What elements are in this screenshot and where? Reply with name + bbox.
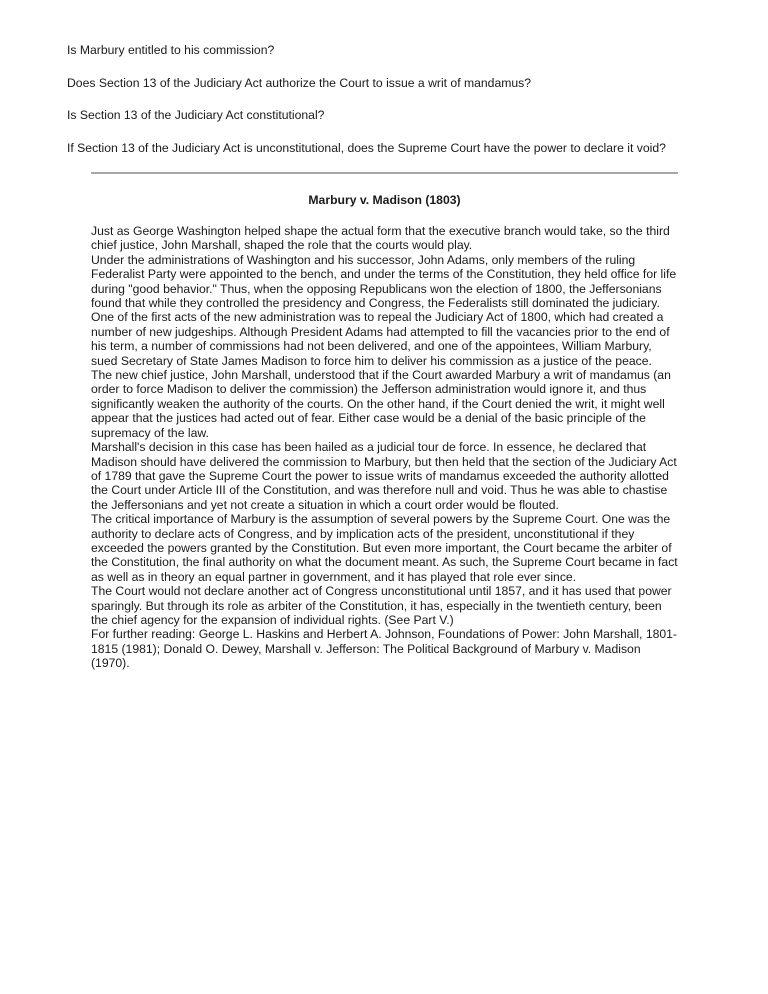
article-body xyxy=(91,224,681,671)
article-paragraph: Just as George Washington helped shape the actual form that the executive branch would take, so the third chief justice, John Marshall, shaped the role that the courts would play. xyxy=(91,224,670,253)
article-paragraph: For further reading: George L. Haskins and Herbert A. Johnson, Foundations of Power: John Marshall, 1801-1815 (1981); Donald O. Dewey, Marshall v. Jefferson: The Political Background of Marbury v. Madison (1970). xyxy=(91,627,677,671)
question-item: Is Marbury entitled to his commission? xyxy=(67,43,275,57)
article-paragraph: The new chief justice, John Marshall, understood that if the Court awarded Marbury a writ of mandamus (an order to force Madison to deliver the commission) the Jefferson administration would ignore it, and thus significantly weaken the authority of the courts. On the other hand, if the Court denied the writ, it might well appear that the justices had acted out of fear. Either case would be a denial of the basic principle of the supremacy of the law. xyxy=(91,368,671,440)
question-item: Is Section 13 of the Judiciary Act constitutional? xyxy=(67,108,325,122)
question-item: If Section 13 of the Judiciary Act is unconstitutional, does the Supreme Court have the power to declare it void? xyxy=(67,140,666,155)
article-paragraph: The Court would not declare another act of Congress unconstitutional until 1857, and it has used that power sparingly. But through its role as arbiter of the Constitution, it has, especially in the twentieth century, been the chief agency for the expansion of individual rights. (See Part V.) xyxy=(91,584,672,627)
article-paragraph: The critical importance of Marbury is the assumption of several powers by the Supreme Court. One was the authority to declare acts of Congress, and by implication acts of the president, unconstitutional if they exceeded the powers granted by the Constitution. But even more important, the Court became the arbiter of the Constitution, the final authority on what the document meant. As such, the Supreme Court became in fact as well as in theory an equal partner in government, and it has played that role ever since. xyxy=(91,512,678,584)
horizontal-divider xyxy=(91,172,678,174)
questions-list xyxy=(67,42,727,172)
article-title: Marbury v. Madison (1803) xyxy=(308,193,461,207)
article-paragraph: Under the administrations of Washington and his successor, John Adams, only members of the ruling Federalist Party were appointed to the bench, and under the terms of the Constitution, they held office for life during "good behavior." Thus, when the opposing Republicans won the election of 1800, the Jeffersonians found that while they controlled the presidency and Congress, the Federalists still dominated the judiciary. One of the first acts of the new administration was to repeal the Judiciary Act of 1800, which had created a number of new judgeships. Although President Adams had attempted to fill the vacancies prior to the end of his term, a number of commissions had not been delivered, and one of the appointees, William Marbury, sued Secretary of State James Madison to force him to deliver his commission as a justice of the peace. xyxy=(91,252,677,368)
article-paragraph: Marshall's decision in this case has been hailed as a judicial tour de force. In essence, he declared that Madison should have delivered the commission to Marbury, but then held that the section of the Judiciary Act of 1789 that gave the Supreme Court the power to issue writs of mandamus exceeded the authority allotted the Court under Article III of the Constitution, and was therefore null and void. Thus he was able to chastise the Jeffersonians and yet not create a situation in which a court order would be flouted. xyxy=(91,440,677,512)
question-item: Does Section 13 of the Judiciary Act authorize the Court to issue a writ of mandamus? xyxy=(67,75,532,90)
